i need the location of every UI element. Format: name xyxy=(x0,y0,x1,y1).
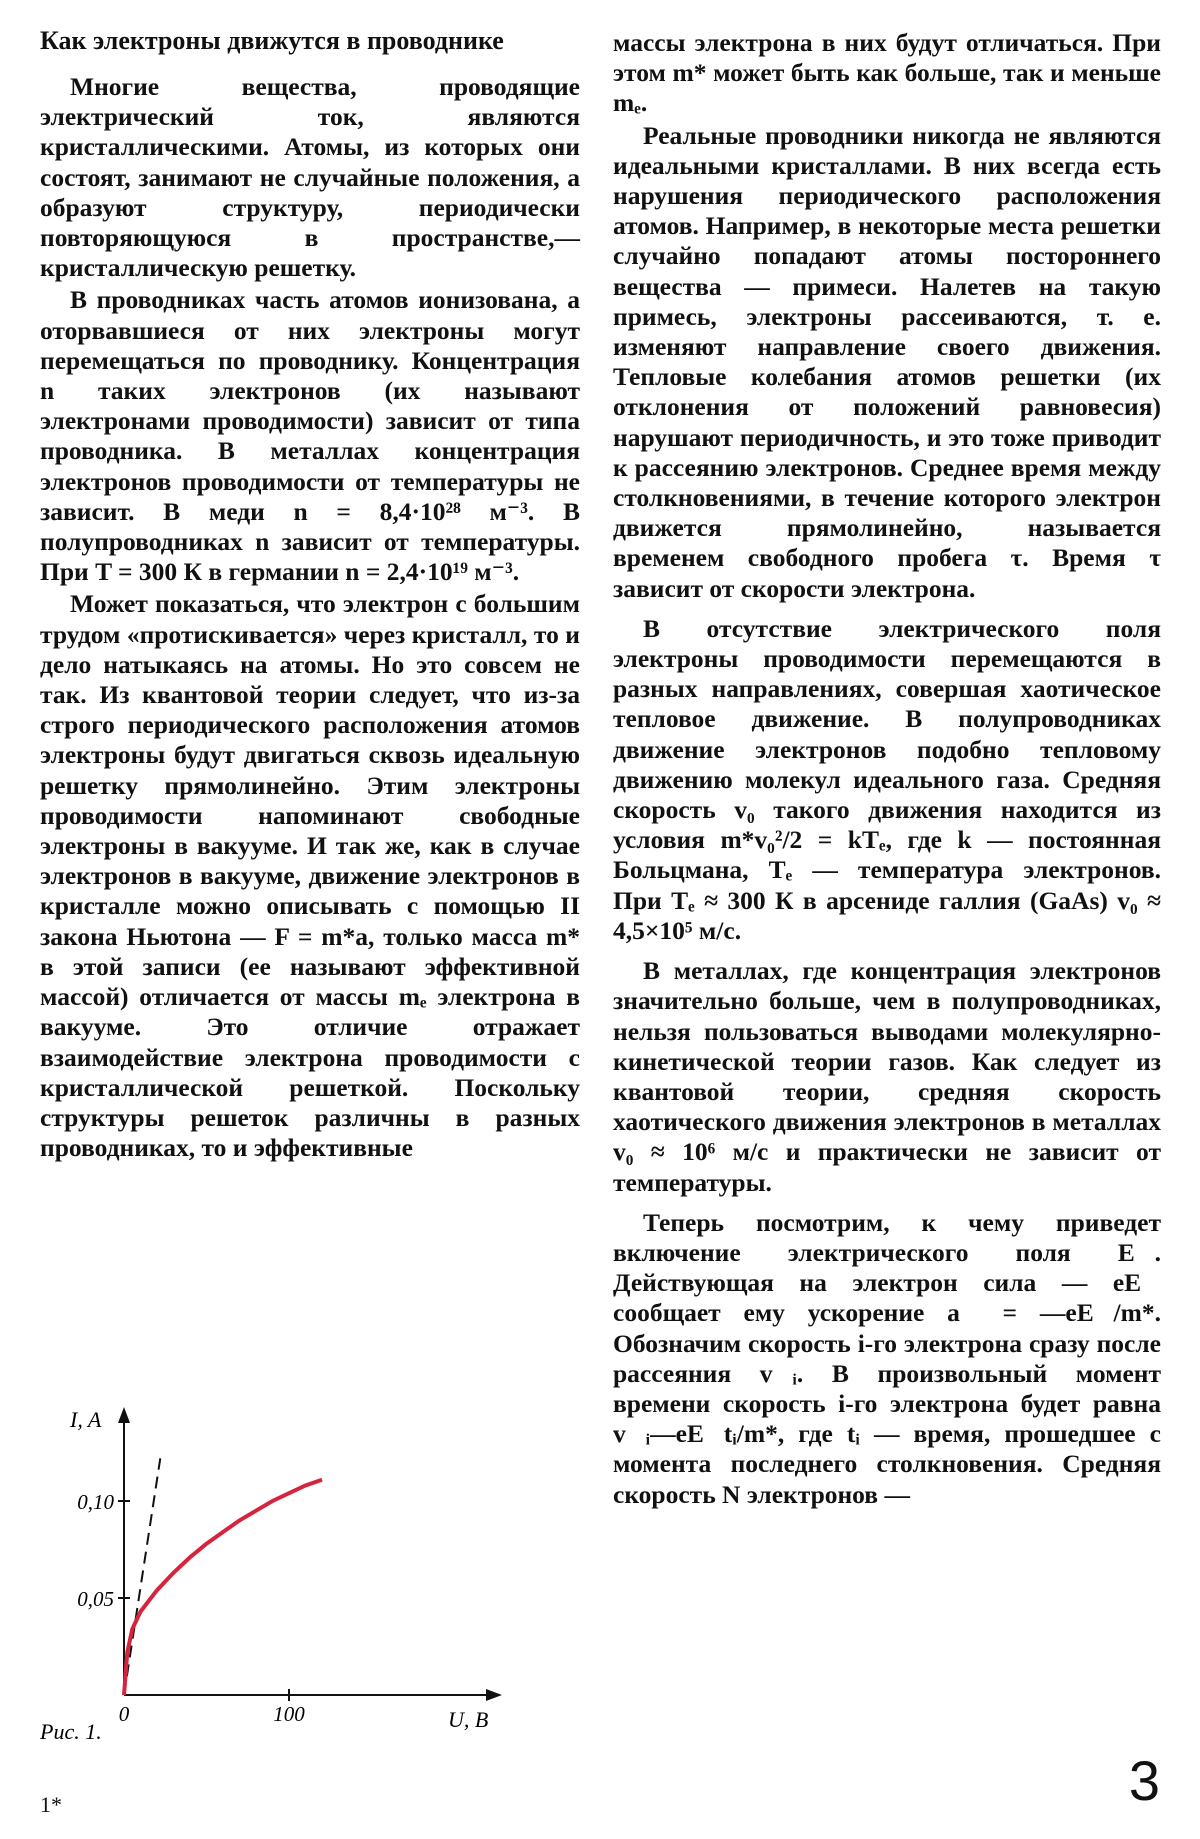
paragraph: Может показаться, что электрон с большим трудом «протискивается» через кристалл, то и дело натыкаясь на атомы. Но это совсем не так. Из квантовой теории следует, что из-за строго периодического расположения атомов электроны будут двигаться сквозь идеальную решетку прямолинейно. Этим электроны проводимости напоминают свободные электроны в вакууме. И так же, как в случае электронов в вакууме, движение электронов в кристалле можно описывать с помощью II закона Ньютона — F = m*a, только масса m* в этой записи (ее называют эффективной массой) отличается от массы mₑ электрона в вакууме. Это отличие отражает взаимодействие электрона проводимости с кристаллической решеткой. Поскольку структуры решеток различны в разных проводниках, то и эффективные xyxy=(40,589,580,1163)
right-column xyxy=(613,28,1161,1510)
paragraph: В проводниках часть атомов ионизована, а оторвавшиеся от них электроны могут перемещаться по проводнику. Концентрация n таких электронов (их называют электронами проводимости) зависит от типа проводника. В металлах концентрация электронов проводимости от температуры не зависит. В меди n = 8,4·10²⁸ м⁻³. В полупроводниках n зависит от температуры. При T = 300 К в германии n = 2,4·10¹⁹ м⁻³. xyxy=(40,285,580,587)
paragraph: В металлах, где концентрация электронов значительно больше, чем в полупроводниках, нельзя пользоваться выводами молекулярно-кинетической теории газов. Как следует из квантовой теории, средняя скорость хаотического движения электронов в металлах v₀ ≈ 10⁶ м/с и практически не зависит от температуры. xyxy=(613,956,1161,1197)
left-column xyxy=(40,26,580,1163)
iv-chart xyxy=(40,1405,580,1745)
x-axis-label: U, B xyxy=(448,1707,489,1732)
y-tick-label: 0,05 xyxy=(77,1587,114,1611)
x-axis-arrow xyxy=(486,1689,502,1701)
article-title: Как электроны движутся в проводнике xyxy=(40,26,504,55)
axis-ticks xyxy=(77,1490,305,1726)
y-axis-label: I, A xyxy=(70,1407,102,1432)
paragraph: Теперь посмотрим, к чему приведет включение электрического поля E⃗. Действующая на электрон сила — eE⃗ сообщает ему ускорение a⃗ = —eE⃗/m*. Обозначим скорость i-го электрона сразу после рассеяния v⃗ᵢ. В произвольный момент времени скорость i-го электрона будет равна v⃗ᵢ—eE⃗tᵢ/m*, где tᵢ — время, прошедшее с момента последнего столкновения. Средняя скорость N электронов — xyxy=(613,1207,1161,1509)
asymptote-line xyxy=(124,1458,160,1695)
page-number: 3 xyxy=(1128,1749,1160,1812)
footer-mark: 1* xyxy=(40,1792,62,1817)
current-voltage-curve xyxy=(124,1480,322,1695)
x-tick-label: 100 xyxy=(273,1702,305,1726)
y-axis-arrow xyxy=(118,1407,130,1423)
figure-caption: Рис. 1. xyxy=(40,1719,102,1744)
paragraph: Реальные проводники никогда не являются идеальными кристаллами. В них всегда есть нарушения периодического расположения атомов. Например, в некоторые места решетки случайно попадают атомы постороннего вещества — примеси. Налетев на такую примесь, электроны рассеиваются, т. е. изменяют направление своего движения. Тепловые колебания атомов решетки (их отклонения от положений равновесия) нарушают периодичность, и это тоже приводит к рассеянию электронов. Среднее время между столкновениями, в течение которого электрон движется прямолинейно, называется временем свободного пробега τ. Время τ зависит от скорости электрона. xyxy=(613,120,1161,603)
figure-1 xyxy=(40,1405,580,1745)
y-tick-label: 0,10 xyxy=(77,1490,114,1514)
paragraph: массы электрона в них будут отличаться. При этом m* может быть как больше, так и меньше mₑ. xyxy=(613,28,1161,118)
x-tick-label: 0 xyxy=(118,1702,130,1726)
paragraph: В отсутствие электрического поля электроны проводимости перемещаются в разных направлениях, совершая хаотическое тепловое движение. В полупроводниках движение электронов подобно тепловому движению молекул идеального газа. Средняя скорость v₀ такого движения находится из условия m*v₀²/2 = kTₑ, где k — постоянная Больцмана, Tₑ — температура электронов. При Tₑ ≈ 300 К в арсениде галлия (GaAs) v₀ ≈ 4,5×10⁵ м/с. xyxy=(613,613,1161,945)
paragraph: Многие вещества, проводящие электрический ток, являются кристаллическими. Атомы, из которых они состоят, занимают не случайные положения, а образуют структуру, периодически повторяющуюся в пространстве,— кристаллическую решетку. xyxy=(40,72,580,283)
